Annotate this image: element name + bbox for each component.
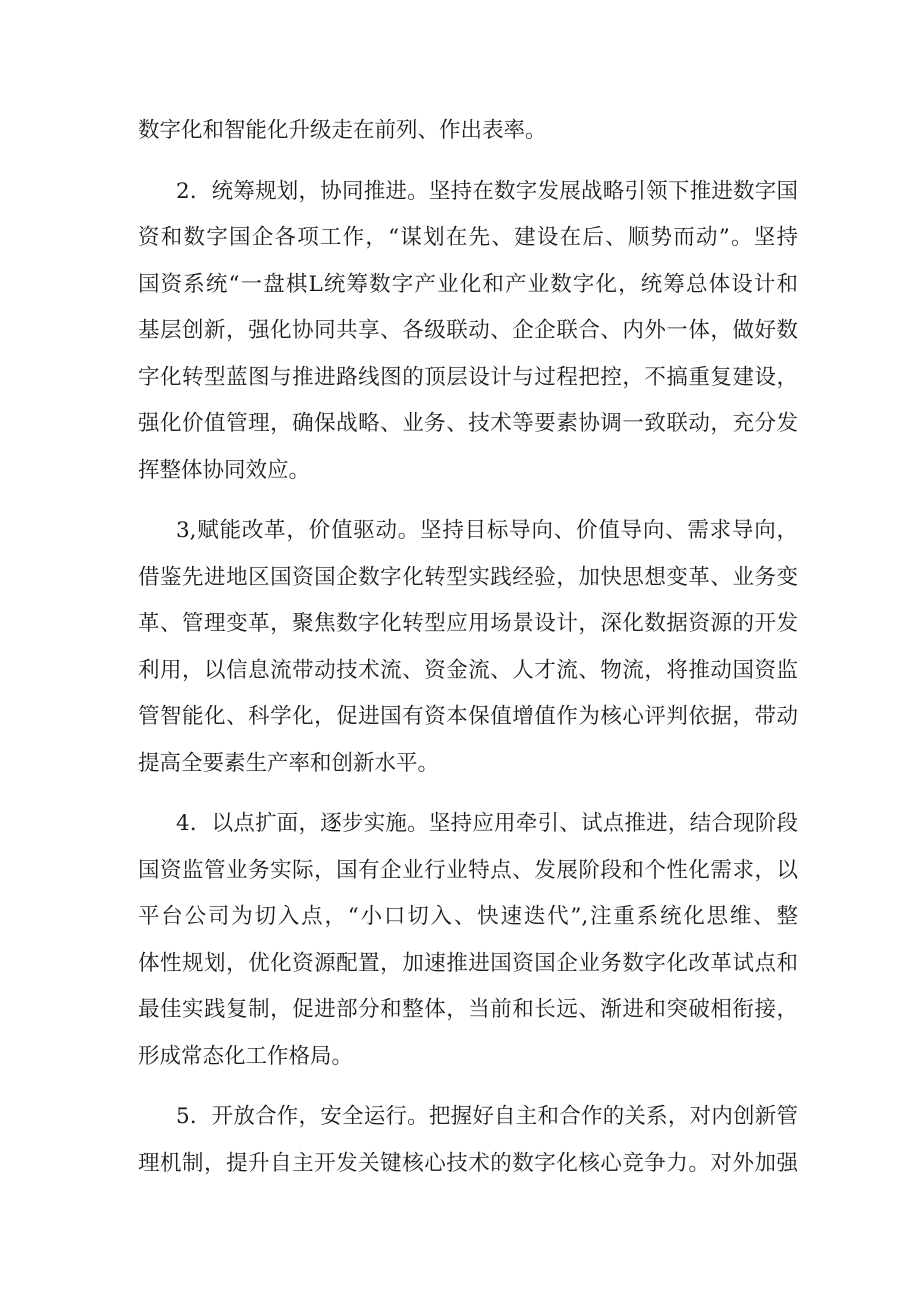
paragraph-4-point-to-area [138, 801, 798, 1080]
text-line: 5．开放合作，安全运行。把握好自主和合作的关系，对内创新管 [176, 1104, 798, 1129]
document-body [138, 108, 798, 1187]
text-line: 资和数字国企各项工作，“谋划在先、建设在后、顺势而动”。坚持 [138, 225, 798, 250]
text-line: 国资系统“一盘棋L统筹数字产业化和产业数字化，统筹总体设计和 [138, 271, 798, 297]
paragraph-gap [138, 1080, 798, 1094]
paragraph-3-empowering-reform [138, 508, 798, 787]
text-line: 体性规划，优化资源配置，加速推进国资国企业务数字化改革试点和 [138, 950, 798, 976]
text-line: 理机制，提升自主开发关键核心技术的数字化核心竞争力。对外加强 [138, 1150, 798, 1176]
text-line: 基层创新，强化协同共享、各级联动、企企联合、内外一体，做好数 [138, 318, 798, 343]
paragraph-2-overall-planning [138, 169, 798, 495]
text-line: 挥整体协同效应。 [138, 457, 311, 483]
text-line: 国资监管业务实际，国有企业行业特点、发展阶段和个性化需求，以 [138, 857, 798, 883]
text-line: 革、管理变革，聚焦数字化转型应用场景设计，深化数据资源的开发 [138, 611, 798, 636]
paragraph-5-open-cooperation [138, 1094, 798, 1187]
text-line: 管智能化、科学化，促进国有资本保值增值作为核心评判依据，带动 [138, 704, 798, 729]
text-line: 强化价值管理，确保战略、业务、技术等要素协调一致联动，充分发 [138, 411, 798, 436]
text-line: 借鉴先进地区国资国企数字化转型实践经验，加快思想变革、业务变 [138, 564, 798, 590]
text-line: 利用，以信息流带动技术流、资金流、人才流、物流，将推动国资监 [138, 657, 798, 683]
text-line: 4．以点扩面，逐步实施。坚持应用牵引、试点推进，结合现阶段 [176, 811, 798, 836]
paragraph-continuation [138, 108, 798, 155]
paragraph-gap [138, 494, 798, 508]
text-line: 字化转型蓝图与推进路线图的顶层设计与过程把控，不搞重复建设， [138, 364, 798, 390]
text-line: 数字化和智能化升级走在前列、作出表率。 [138, 118, 547, 143]
paragraph-gap [138, 155, 798, 169]
text-line: 最佳实践复制，促进部分和整体，当前和长远、渐进和突破相衔接， [138, 997, 798, 1022]
text-line: 平台公司为切入点，“小口切入、快速迭代”,注重系统化思维、整 [138, 904, 798, 929]
text-line: 提高全要素生产率和创新水平。 [138, 750, 440, 776]
text-line: 3,赋能改革，价值驱动。坚持目标导向、价值导向、需求导向， [176, 518, 798, 543]
paragraph-gap [138, 787, 798, 801]
text-line: 2．统筹规划，协同推进。坚持在数字发展战略引领下推进数字国 [176, 178, 798, 204]
text-line: 形成常态化工作格局。 [138, 1043, 354, 1069]
